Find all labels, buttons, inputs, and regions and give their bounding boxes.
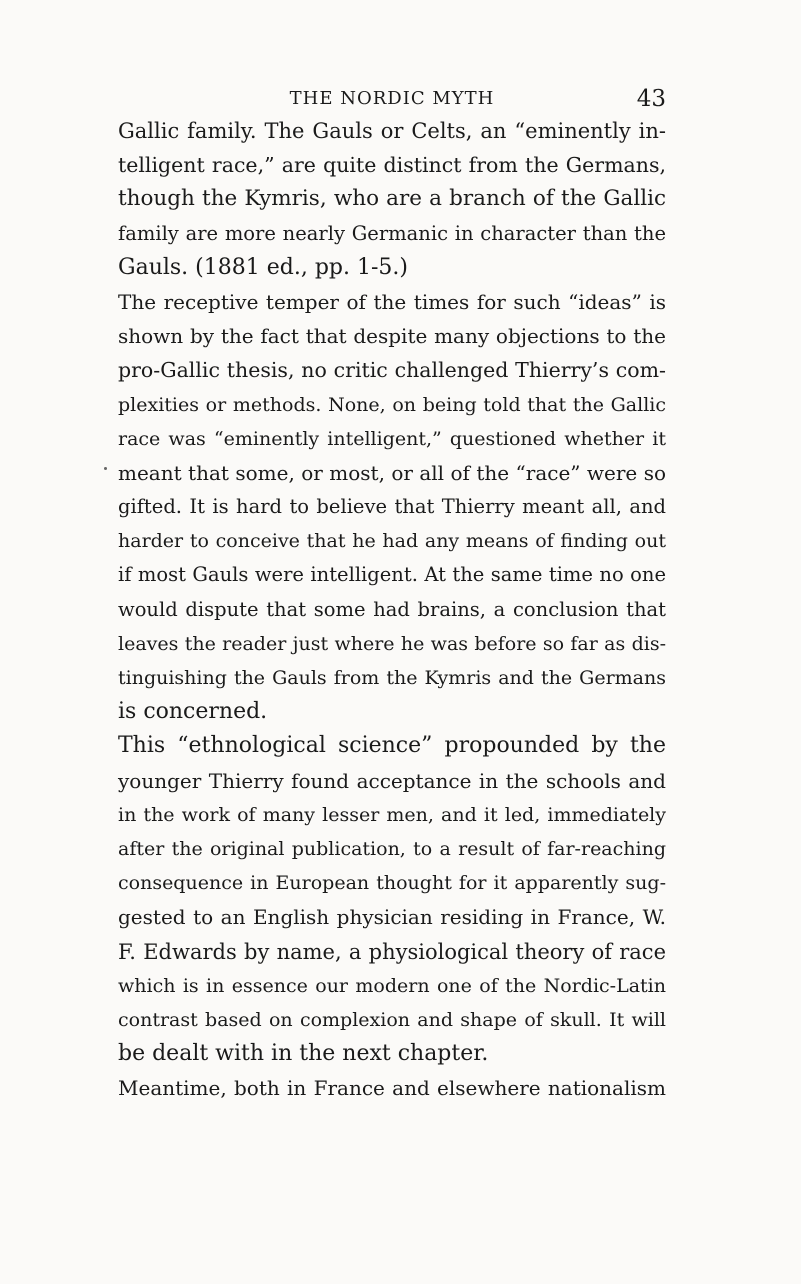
text-line: consequence in European thought for it apparently sug- xyxy=(118,872,666,895)
text-line: contrast based on complexion and shape of skull. It will xyxy=(118,1008,666,1031)
text-line: harder to conceive that he had any means of finding out xyxy=(118,530,666,553)
text-line: which is in essence our modern one of the Nordic-Latin xyxy=(118,974,666,997)
text-line: family are more nearly Germanic in character than the xyxy=(118,221,666,245)
text-line: shown by the fact that despite many objections to the xyxy=(118,324,666,349)
running-head xyxy=(118,82,666,116)
text-line: This “ethnological science” propounded by the xyxy=(118,733,666,759)
text-line: leaves the reader just where he was before so far as dis- xyxy=(118,632,666,655)
text-line: race was “eminently intelligent,” questioned whether it xyxy=(118,427,666,450)
text-line: be dealt with in the next chapter. xyxy=(118,1041,489,1067)
running-title: THE NORDIC MYTH xyxy=(289,88,495,109)
text-line: after the original publication, to a result of far-reaching xyxy=(118,837,666,860)
text-line: in the work of many lesser men, and it led, immediately xyxy=(118,803,666,826)
body-text xyxy=(118,114,666,1105)
text-line: Meantime, both in France and elsewhere nationalism xyxy=(118,1076,666,1101)
text-line: younger Thierry found acceptance in the schools and xyxy=(118,768,666,793)
text-line: The receptive temper of the times for such “ideas” is xyxy=(118,289,666,314)
text-line: Gallic family. The Gauls or Celts, an “eminently in- xyxy=(118,119,666,143)
text-line: Gauls. (1881 ed., pp. 1-5.) xyxy=(118,254,408,280)
text-line: telligent race,” are quite distinct from the Germans, xyxy=(118,153,666,178)
text-line: meant that some, or most, or all of the “race” were so xyxy=(118,460,666,485)
text-line: gifted. It is hard to believe that Thierry meant all, and xyxy=(118,495,666,519)
text-line: F. Edwards by name, a physiological theory of race xyxy=(118,939,666,964)
text-line: pro-Gallic thesis, no critic challenged Thierry’s com- xyxy=(118,358,666,383)
text-line: tinguishing the Gauls from the Kymris and the Germans xyxy=(118,667,666,689)
text-line: if most Gauls were intelligent. At the same time no one xyxy=(118,563,666,587)
text-line: is concerned. xyxy=(118,699,268,725)
margin-mark xyxy=(104,467,107,470)
text-line: gested to an English physician residing in France, W. xyxy=(118,905,666,930)
text-line: plexities or methods. None, on being told that the Gallic xyxy=(118,393,666,416)
text-line: would dispute that some had brains, a conclusion that xyxy=(118,597,666,621)
page-number: 43 xyxy=(636,86,666,112)
text-line: though the Kymris, who are a branch of the Gallic xyxy=(118,186,666,212)
